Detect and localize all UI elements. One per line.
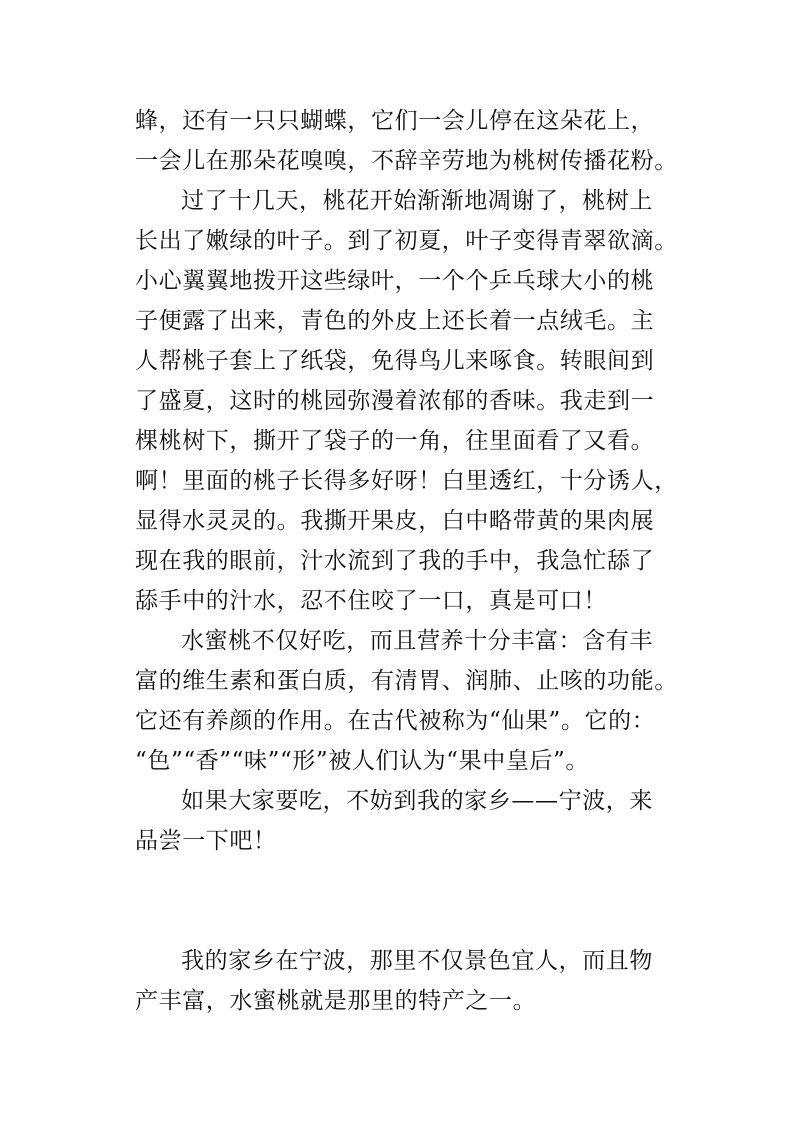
text-line: 啊！里面的桃子长得多好呀！白里透红，十分诱人， (135, 468, 678, 494)
text-line: “色”“香”“味”“形”被人们认为“果中皇后”。 (135, 748, 589, 774)
text-line: 蜂，还有一只只蝴蝶，它们一会儿停在这朵花上， (135, 108, 655, 134)
text-line: 棵桃树下，撕开了袋子的一角，往里面看了又看。 (135, 428, 655, 454)
text-line: 了盛夏，这时的桃园弥漫着浓郁的香味。我走到一 (135, 388, 655, 414)
text-line: 显得水灵灵的。我撕开果皮，白中略带黄的果肉展 (135, 508, 655, 534)
text-line: 我的家乡在宁波，那里不仅景色宜人，而且物 (181, 948, 653, 974)
text-line: 过了十几天，桃花开始渐渐地凋谢了，桃树上 (181, 188, 653, 214)
text-line: 小心翼翼地拨开这些绿叶，一个个乒乓球大小的桃 (135, 268, 655, 294)
text-line: 舔手中的汁水，忍不住咬了一口，真是可口！ (135, 588, 607, 614)
text-line: 水蜜桃不仅好吃，而且营养十分丰富：含有丰 (181, 628, 653, 654)
text-line: 如果大家要吃，不妨到我的家乡——宁波，来 (181, 788, 653, 814)
text-line: 一会儿在那朵花嗅嗅，不辞辛劳地为桃树传播花粉。 (135, 148, 678, 174)
text-line: 它还有养颜的作用。在古代被称为“仙果”。它的： (135, 708, 656, 734)
text-line: 长出了嫩绿的叶子。到了初夏，叶子变得青翠欲滴。 (135, 228, 678, 254)
text-line: 现在我的眼前，汁水流到了我的手中，我急忙舔了 (135, 548, 655, 574)
text-line: 子便露了出来，青色的外皮上还长着一点绒毛。主 (135, 308, 655, 334)
text-line: 人帮桃子套上了纸袋，免得鸟儿来啄食。转眼间到 (135, 348, 655, 374)
text-line: 富的维生素和蛋白质，有清胃、润肺、止咳的功能。 (135, 668, 678, 694)
text-line: 品尝一下吧！ (135, 828, 277, 854)
text-line: 产丰富，水蜜桃就是那里的特产之一。 (135, 988, 537, 1014)
